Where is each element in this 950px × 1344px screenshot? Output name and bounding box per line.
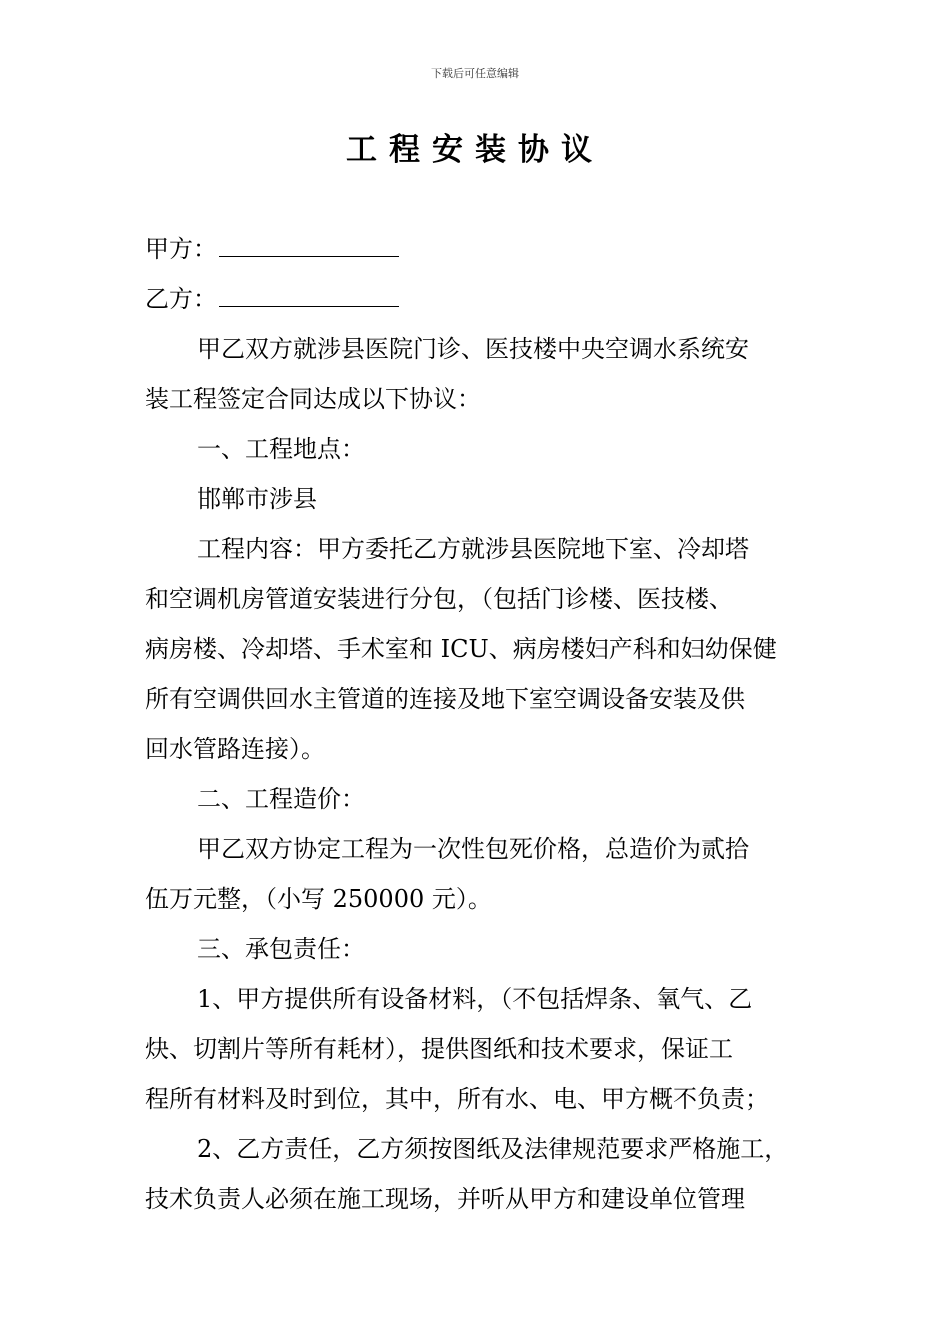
paragraph-line: 1、甲方提供所有设备材料，（不包括焊条、氧气、乙 — [197, 985, 753, 1013]
section-heading-location: 一、工程地点： — [197, 435, 365, 463]
party-a-line — [145, 224, 825, 274]
section-heading-price: 二、工程造价： — [197, 785, 365, 813]
paragraph-line: 回水管路连接）。 — [145, 735, 325, 763]
paragraph-line: 甲乙双方就涉县医院门诊、医技楼中央空调水系统安 — [197, 335, 749, 363]
paragraph-line: 伍万元整，（小写 250000 元）。 — [145, 885, 492, 913]
paragraph-line: 所有空调供回水主管道的连接及地下室空调设备安装及供 — [145, 685, 745, 713]
paragraph-line: 邯郸市涉县 — [197, 485, 317, 513]
party-b-line — [145, 274, 825, 324]
paragraph-line: 工程内容：甲方委托乙方就涉县医院地下室、冷却塔 — [197, 535, 749, 563]
party-b-label: 乙方： — [145, 285, 217, 313]
paragraph-line: 装工程签定合同达成以下协议： — [145, 385, 481, 413]
section-heading-responsibility: 三、承包责任： — [197, 935, 365, 963]
party-a-blank[interactable] — [219, 234, 399, 257]
paragraph-line: 2、乙方责任，乙方须按图纸及法律规范要求严格施工， — [197, 1135, 789, 1163]
party-a-label: 甲方： — [145, 235, 217, 263]
paragraph-line: 和空调机房管道安装进行分包，（包括门诊楼、医技楼、 — [145, 585, 733, 613]
paragraph-line: 甲乙双方协定工程为一次性包死价格，总造价为贰拾 — [197, 835, 749, 863]
paragraph-line: 技术负责人必须在施工现场，并听从甲方和建设单位管理 — [145, 1185, 745, 1213]
paragraph-line: 病房楼、冷却塔、手术室和 ICU、病房楼妇产科和妇幼保健 — [145, 635, 777, 663]
paragraph-line: 炔、切割片等所有耗材），提供图纸和技术要求，保证工 — [145, 1035, 733, 1063]
paragraph-line: 程所有材料及时到位，其中，所有水、电、甲方概不负责； — [145, 1085, 769, 1113]
header-note: 下载后可任意编辑 — [431, 67, 519, 80]
party-b-blank[interactable] — [219, 284, 399, 307]
document-body — [145, 224, 825, 1224]
document-title: 工程安装协议 — [346, 132, 604, 168]
